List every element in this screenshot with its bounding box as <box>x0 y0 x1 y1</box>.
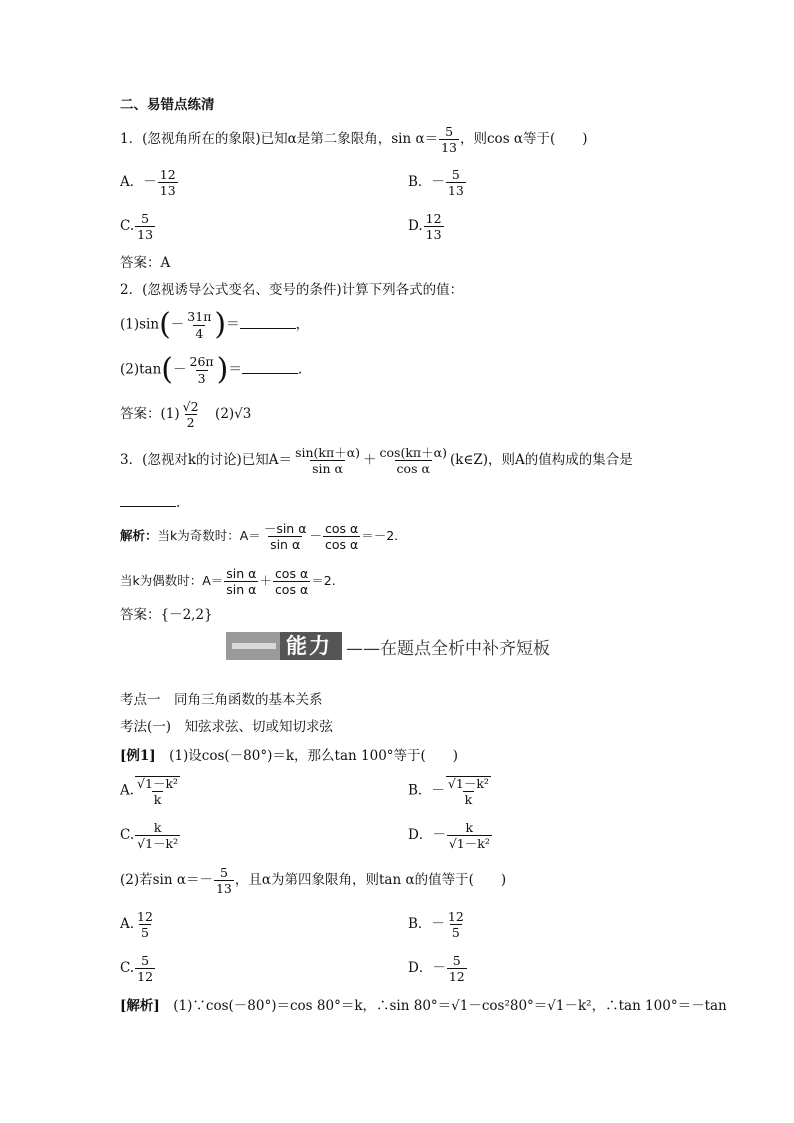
option-label: D．－ <box>408 960 446 977</box>
q3-answer: 答案：{－2,2} <box>120 607 213 623</box>
frac-den: 13 <box>425 227 442 243</box>
frac-num: cos α <box>274 566 309 581</box>
ex1-p2-option-c[interactable] <box>120 954 156 983</box>
frac-num: 5 <box>452 953 461 968</box>
solution-text: (1)∵cos(－80°)＝cos 80°＝k，∴sin 80°＝√1－cos²80°＝√1－k²，∴tan 100°＝－tan <box>159 998 727 1014</box>
ex1-part-2-stem <box>120 866 506 895</box>
plus-sign: ＋ <box>259 573 272 589</box>
q2-part-2 <box>120 352 303 387</box>
frac-den: √1－k² <box>448 836 490 852</box>
solution-label: [解析] <box>120 998 160 1014</box>
frac-num: √1－k² <box>137 776 179 791</box>
sol-fraction-1 <box>262 522 309 551</box>
frac-den: 3 <box>197 370 206 386</box>
option-label: B． <box>408 782 432 799</box>
option-sign: － <box>431 782 445 799</box>
equals: ＝ <box>226 316 240 333</box>
plus-sign: ＋ <box>363 452 377 469</box>
ex1-option-a[interactable] <box>120 776 181 806</box>
frac-den: 2 <box>186 415 195 431</box>
q3-stem-end: (k∈Z)，则A的值构成的集合是 <box>449 452 633 469</box>
option-fraction <box>135 212 155 241</box>
right-paren-icon: ) <box>216 352 229 387</box>
frac-den: 5 <box>141 925 149 941</box>
sol-fraction-2 <box>273 567 310 596</box>
frac-num: 5 <box>451 167 460 182</box>
ex1-option-d[interactable] <box>408 821 493 850</box>
solution-text: 当k为奇数时：A＝ <box>157 528 261 544</box>
frac-num: 5 <box>141 211 150 226</box>
banner-decoration <box>226 632 280 660</box>
ex1-p2-option-a[interactable] <box>120 910 156 939</box>
frac-den: 12 <box>137 969 154 985</box>
frac-den: k <box>153 792 162 808</box>
q3-solution-2 <box>120 567 336 596</box>
option-fraction <box>446 776 491 806</box>
q1-frac-num: 5 <box>445 124 454 139</box>
q3-solution-1 <box>120 522 398 551</box>
option-label: D． <box>408 827 433 844</box>
option-label: B．－ <box>408 916 445 933</box>
kaofa-heading: 考法(一) 知弦求弦、切或知切求弦 <box>120 719 334 735</box>
frac-num: 5 <box>141 953 150 968</box>
ex1-option-b[interactable] <box>408 776 492 806</box>
q2-part-1 <box>120 307 310 342</box>
option-sign: － <box>432 827 446 844</box>
option-label: B．－ <box>408 174 445 191</box>
left-paren-icon: ( <box>161 352 174 387</box>
q2-p2-fraction <box>188 355 216 384</box>
frac-num: 12 <box>159 167 176 182</box>
option-fraction <box>446 168 466 197</box>
punct: . <box>297 361 303 378</box>
answer-part-2: (2)√3 <box>201 406 252 423</box>
frac-num: k <box>153 820 162 835</box>
q1-stem-start: 1．(忽视角所在的象限)已知α是第二象限角，sin α＝ <box>120 131 439 148</box>
frac-den: 12 <box>448 969 465 985</box>
right-paren-icon: ) <box>214 307 227 342</box>
frac-den: √1－k² <box>137 836 179 852</box>
answer-fraction <box>181 400 201 429</box>
option-fraction <box>135 776 180 806</box>
q1-answer: 答案：A <box>120 255 171 271</box>
solution-label: 解析： <box>120 528 158 544</box>
q3-blank-line <box>120 494 180 511</box>
frac-den: k <box>464 792 473 808</box>
frac-num: cos(kπ＋α) <box>379 445 447 460</box>
question-3-stem <box>120 446 633 475</box>
option-fraction <box>135 954 155 983</box>
question-2-stem: 2．(忽视诱导公式变名、变号的条件)计算下列各式的值： <box>120 282 464 298</box>
frac-den: 5 <box>451 925 460 941</box>
frac-num: √1－k² <box>447 776 489 791</box>
option-fraction <box>135 821 180 850</box>
q1-option-d[interactable] <box>408 212 445 241</box>
answer-blank[interactable] <box>120 494 176 507</box>
frac-den: 13 <box>137 227 154 243</box>
q3-fraction-2 <box>378 446 449 475</box>
frac-num: 12 <box>447 909 464 924</box>
kaodian-heading: 考点一 同角三角函数的基本关系 <box>120 692 323 708</box>
minus-sign: － <box>309 528 322 544</box>
frac-den: 13 <box>447 183 464 199</box>
frac-den: 13 <box>215 881 232 897</box>
ex1-option-c[interactable] <box>120 821 181 850</box>
banner-subtitle: ——在题点全析中补齐短板 <box>346 638 550 659</box>
minus-sign: － <box>170 316 185 333</box>
option-label: C. <box>120 827 135 844</box>
option-fraction <box>447 954 467 983</box>
frac-den: sin α <box>312 461 343 477</box>
section-title: 二、易错点练清 <box>120 97 215 113</box>
ex1-p2-option-b[interactable] <box>408 910 467 939</box>
frac-num: sin α <box>226 566 257 581</box>
example-1-stem <box>120 750 458 764</box>
frac-den: cos α <box>396 461 430 477</box>
option-fraction <box>158 168 178 197</box>
option-label: A. <box>120 916 135 933</box>
option-fraction <box>447 821 492 850</box>
func-name: (1)sin <box>120 316 160 333</box>
part-2-text-end: ，且α为第四象限角，则tan α的值等于( ) <box>234 872 507 889</box>
ex1-solution <box>120 1000 727 1014</box>
punct: . <box>176 495 181 511</box>
option-label: C. <box>120 960 135 977</box>
q1-option-b[interactable] <box>408 168 467 197</box>
question-1-stem <box>120 125 588 154</box>
frac-num: －sin α <box>263 521 307 536</box>
example-text: (1)设cos(－80°)＝k，那么tan 100°等于( ) <box>155 748 459 764</box>
section-banner <box>226 632 550 660</box>
option-label: D. <box>408 218 423 235</box>
equals: ＝ <box>228 361 242 378</box>
frac-den: sin α <box>226 582 257 598</box>
q2-answer <box>120 400 251 429</box>
minus-sign: － <box>173 361 187 378</box>
answer-label: 答案：(1) <box>120 406 180 423</box>
q2-p1-fraction <box>185 310 213 339</box>
frac-num: sin(kπ＋α) <box>295 445 361 460</box>
solution-result: ＝2. <box>311 573 336 589</box>
option-label: A. <box>120 782 135 799</box>
ex1-p2-option-d[interactable] <box>408 954 468 983</box>
frac-num: cos α <box>324 521 359 536</box>
frac-num: 12 <box>137 909 153 924</box>
option-fraction <box>446 910 466 939</box>
q1-option-c[interactable] <box>120 212 156 241</box>
frac-num: 5 <box>219 865 228 880</box>
option-fraction <box>135 910 155 939</box>
option-fraction <box>424 212 444 241</box>
sol-fraction-1 <box>224 567 258 596</box>
q1-option-a[interactable] <box>120 168 179 197</box>
frac-den: sin α <box>270 537 301 553</box>
sol-fraction-2 <box>323 522 360 551</box>
q1-stem-end: ，则cos α等于( ) <box>460 131 588 148</box>
option-label: A．－ <box>120 174 157 191</box>
part-2-fraction <box>214 866 234 895</box>
left-paren-icon: ( <box>159 307 171 342</box>
q1-frac-den: 13 <box>441 140 457 156</box>
frac-num: 31π <box>187 309 212 325</box>
q3-fraction-1 <box>293 446 362 475</box>
frac-den: cos α <box>324 537 359 553</box>
option-label: C. <box>120 218 135 235</box>
q1-fraction <box>439 125 459 154</box>
part-2-text: (2)若sin α＝－ <box>120 872 213 889</box>
frac-num: k <box>465 820 474 835</box>
func-name: (2)tan <box>120 361 162 378</box>
banner-title: 能力 <box>280 632 342 660</box>
frac-num: √2 <box>182 399 199 414</box>
solution-result: ＝－2. <box>361 528 399 544</box>
answer-blank[interactable] <box>242 361 298 374</box>
frac-den: 4 <box>195 325 204 341</box>
frac-den: cos α <box>274 582 309 598</box>
punct: ， <box>295 316 310 333</box>
solution-text: 当k为偶数时：A＝ <box>120 573 224 589</box>
frac-num: 26π <box>189 354 214 370</box>
q3-stem-start: 3．(忽视对k的讨论)已知A＝ <box>120 452 293 469</box>
answer-blank[interactable] <box>240 316 296 329</box>
example-label: [例1] <box>120 748 156 764</box>
frac-num: 12 <box>425 211 442 226</box>
frac-den: 13 <box>159 183 176 199</box>
